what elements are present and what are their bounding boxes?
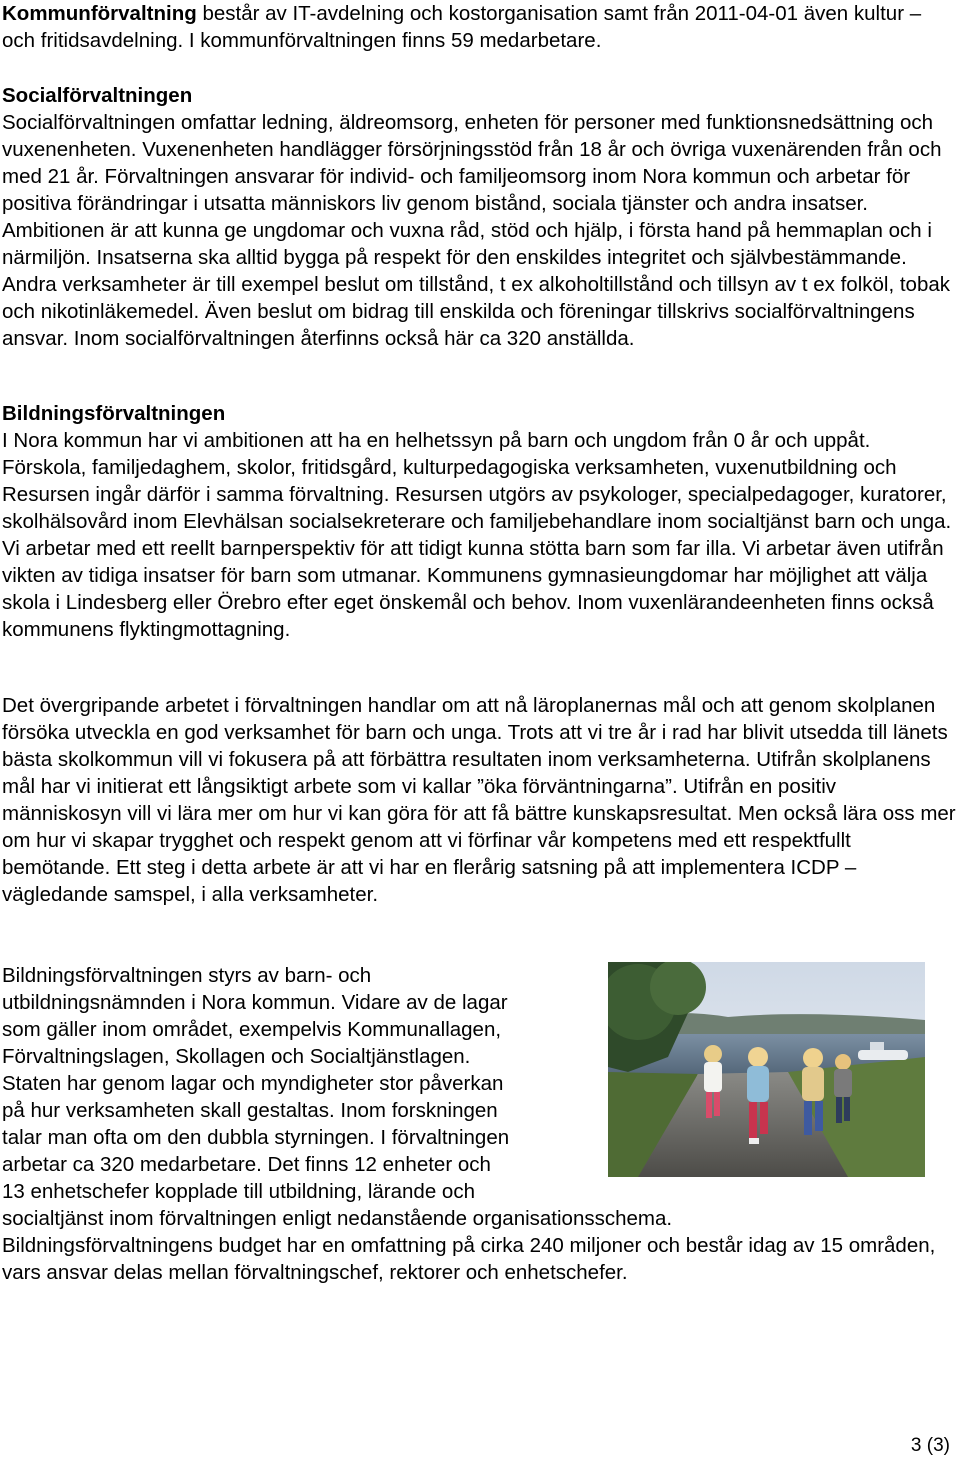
section-heading: Kommunförvaltning — [2, 2, 197, 25]
photo-illustration — [608, 962, 925, 1177]
text-line: som gäller inom området, exempelvis Kommunallagen, — [2, 1018, 502, 1041]
section-heading: Bildningsförvaltningen — [2, 402, 226, 425]
photo-children-running-icon — [608, 962, 925, 1177]
page-number: 3 (3) — [910, 1435, 950, 1456]
text-line: 13 enhetschefer kopplade till utbildning, lärande och — [2, 1180, 475, 1203]
paragraph-text: Det övergripande arbetet i förvaltningen handlar om att nå läroplanernas mål och att genom skolplanen försöka utveckla en god verksamhet för barn och unga. Trots att vi tre år i rad har blivit utsedda till länets bästa skolkommun vill vi fokusera på att förbättra resultaten inom verksamheterna. Utifrån skolplanens mål har vi initierat ett långsiktigt arbete som vi kallar ”öka förväntningarna”. Utifrån en positiv människosyn vill vi lära mer om hur vi kan göra för att få bättre kunskapsresultat. Men också lära oss mer om hur vi skapar trygghet och respekt genom att vi förfinar vår kompetens med ett respektfullt bemötande. Ett steg i detta arbete är att vi har en flerårig satsning på att implementera ICDP – vägledande samspel, i alla verksamheter. — [2, 694, 956, 906]
text-line: Staten har genom lagar och myndigheter stor påverkan — [2, 1072, 504, 1095]
text-line: talar man ofta om den dubbla styrningen. I förvaltningen — [2, 1126, 510, 1149]
paragraph-text: I Nora kommun har vi ambitionen att ha en helhetssyn på barn och ungdom från 0 år och uppåt. Förskola, familjedaghem, skolor, fritidsgård, kulturpedagogiska verksamheten, vuxenutbildning och Resursen ingår därför i samma förvaltning. Resursen utgörs av psykologer, specialpedagoger, kuratorer, skolhälsovård inom Elevhälsan socialsekreterare och familjebehandlare inom socialtjänst barn och unga. Vi arbetar med ett reellt barnperspektiv för att tidigt kunna stötta barn som far illa. Vi arbetar även utifrån vikten av tidiga insatser för barn som utmanar. Kommunens gymnasieungdomar har möjlighet att välja skola i Lindesberg eller Örebro efter eget önskemål och behov. Inom vuxenlärandeenheten finns också kommunens flyktingmottagning. — [2, 429, 952, 641]
budget-paragraph: Bildningsförvaltningens budget har en omfattning på cirka 240 miljoner och består idag av 15 områden, vars ansvar delas mellan förvaltningschef, rektorer och enhetschefer. — [2, 1234, 936, 1284]
styrning-paragraph — [2, 962, 936, 1286]
bildningsforvaltningen-section — [2, 400, 958, 643]
paragraph-text: består av IT-avdelning och kostorganisation samt från 2011-04-01 även kultur – och fritidsavdelning. I kommunförvaltningen finns 59 medarbetare. — [2, 2, 922, 52]
text-line: Förvaltningslagen, Skollagen och Socialtjänstlagen. — [2, 1045, 471, 1068]
paragraph — [2, 0, 958, 54]
text-line: på hur verksamheten skall gestaltas. Inom forskningen — [2, 1099, 498, 1122]
section-heading: Socialförvaltningen — [2, 84, 193, 107]
paragraph-text: Socialförvaltningen omfattar ledning, äldreomsorg, enheten för personer med funktionsnedsättning och vuxenenheten. Vuxenenheten handlägger försörjningsstöd från 18 år och övriga vuxenärenden från och med 21 år. Förvaltningen ansvarar för individ- och familjeomsorg inom Nora kommun och arbetar för positiva förändringar i utsatta människors liv genom bistånd, sociala tjänster och andra insatser. Ambitionen är att kunna ge ungdomar och vuxna råd, stöd och hjälp, i första hand på hemmaplan och i närmiljön. Insatserna ska alltid bygga på respekt för den enskildes integritet och självbestämmande. Andra verksamheter är till exempel beslut om tillstånd, t ex alkoholtillstånd och tillsyn av t ex folköl, tobak och nikotinläkemedel. Även beslut om bidrag till enskilda och föreningar tillskrivs socialförvaltningens ansvar. Inom socialförvaltningen återfinns också här ca 320 anställda. — [2, 111, 950, 350]
overgripande-arbete-paragraph — [2, 692, 958, 908]
kommunforvaltning-section — [2, 0, 958, 54]
text-line: arbetar ca 320 medarbetare. Det finns 12 enheter och — [2, 1153, 491, 1176]
socialforvaltningen-section — [2, 82, 958, 352]
text-line: socialtjänst inom förvaltningen enligt nedanstående organisationsschema. — [2, 1207, 673, 1230]
text-line: Bildningsförvaltningen styrs av barn- och — [2, 964, 372, 987]
text-line: utbildningsnämnden i Nora kommun. Vidare av de lagar — [2, 991, 508, 1014]
